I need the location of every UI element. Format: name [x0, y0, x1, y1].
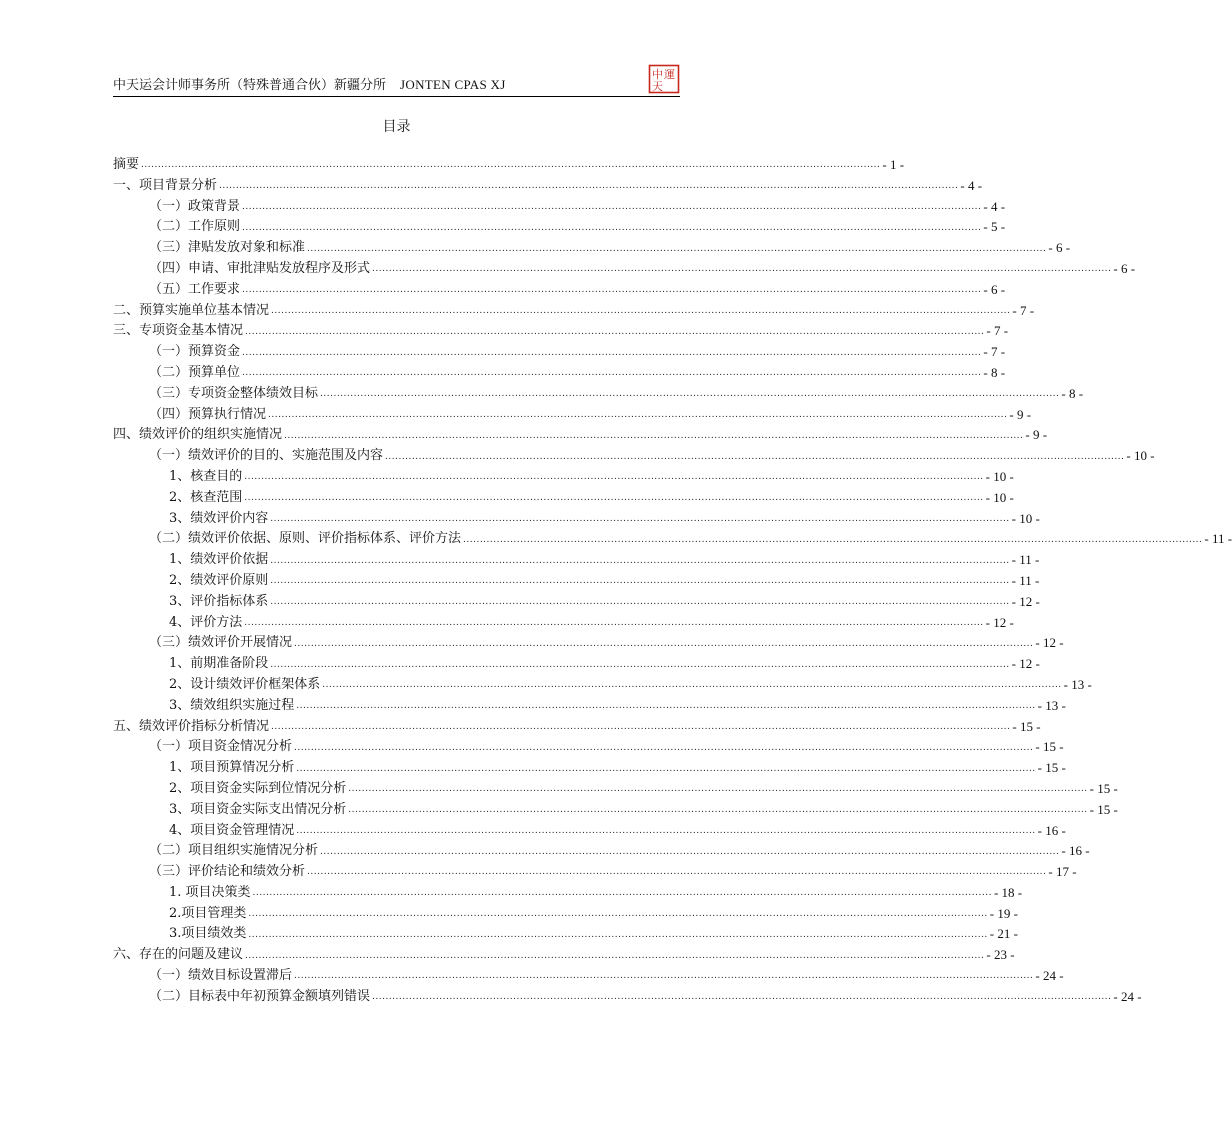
logo-char-1: 中: [652, 68, 663, 81]
toc-entry[interactable]: [113, 529, 1232, 550]
toc-entry-page-number: - 4 -: [983, 198, 1006, 214]
toc-entry[interactable]: [113, 633, 1064, 654]
toc-entry-label: （一）项目资金情况分析: [149, 739, 293, 755]
header-english-name: JONTEN CPAS XJ: [400, 77, 506, 92]
toc-entry-page-number: - 7 -: [983, 344, 1006, 360]
toc-entry-label: 3、绩效评价内容: [169, 510, 269, 526]
toc-entry-page-number: - 10 -: [1011, 510, 1040, 526]
toc-entry-label: 3、绩效组织实施过程: [169, 697, 295, 713]
toc-entry[interactable]: [113, 363, 1006, 384]
toc-dot-leader: ............................................................................................................................................................................................................................: [271, 721, 1011, 732]
toc-entry[interactable]: [113, 155, 905, 176]
toc-dot-leader: ............................................................................................................................................................................................................................: [284, 430, 1024, 441]
toc-dot-leader: ............................................................................................................................................................................................................................: [242, 368, 982, 379]
toc-entry[interactable]: [113, 384, 1084, 405]
toc-entry-label: 2、项目资金实际到位情况分析: [169, 780, 347, 796]
toc-entry-label: 1、核查目的: [169, 468, 243, 484]
toc-entry[interactable]: [113, 571, 1040, 592]
toc-entry-label: （三）专项资金整体绩效目标: [149, 385, 319, 401]
toc-dot-leader: ............................................................................................................................................................................................................................: [244, 472, 984, 483]
toc-entry[interactable]: [113, 425, 1048, 446]
page-header: [113, 72, 680, 98]
toc-dot-leader: ............................................................................................................................................................................................................................: [248, 929, 988, 940]
toc-dot-leader: ............................................................................................................................................................................................................................: [294, 971, 1034, 982]
toc-entry-label: 2、设计绩效评价框架体系: [169, 676, 321, 692]
toc-entry-label: （四）预算执行情况: [149, 406, 267, 422]
toc-entry-page-number: - 11 -: [1204, 531, 1232, 547]
toc-entry-page-number: - 15 -: [1037, 760, 1066, 776]
toc-dot-leader: ............................................................................................................................................................................................................................: [271, 305, 1011, 316]
logo-char-3: 天: [652, 80, 663, 93]
logo-char-2: 運: [664, 68, 675, 81]
toc-entry[interactable]: [113, 737, 1064, 758]
toc-dot-leader: ............................................................................................................................................................................................................................: [270, 597, 1010, 608]
toc-entry-page-number: - 6 -: [1048, 240, 1071, 256]
toc-dot-leader: ............................................................................................................................................................................................................................: [244, 617, 984, 628]
toc-entry[interactable]: [113, 259, 1136, 280]
toc-entry[interactable]: [113, 509, 1040, 530]
toc-entry-label: 四、绩效评价的组织实施情况: [113, 427, 283, 443]
toc-entry[interactable]: [113, 176, 983, 197]
toc-dot-leader: ............................................................................................................................................................................................................................: [322, 680, 1062, 691]
toc-entry-page-number: - 12 -: [1011, 656, 1040, 672]
toc-entry-page-number: - 7 -: [986, 323, 1009, 339]
toc-entry[interactable]: [113, 883, 1023, 904]
toc-entry-page-number: - 1 -: [882, 157, 905, 172]
toc-entry-page-number: - 4 -: [960, 177, 983, 193]
toc-dot-leader: ............................................................................................................................................................................................................................: [270, 576, 1010, 587]
toc-entry[interactable]: [113, 613, 1014, 634]
toc-dot-leader: ............................................................................................................................................................................................................................: [242, 285, 982, 296]
toc-entry-label: 4、评价方法: [169, 614, 243, 630]
toc-entry-page-number: - 12 -: [985, 614, 1014, 630]
toc-entry-label: （一）绩效评价的目的、实施范围及内容: [149, 448, 384, 464]
toc-entry[interactable]: [113, 862, 1077, 883]
toc-entry-page-number: - 15 -: [1035, 739, 1064, 755]
header-company-name: 中天运会计师事务所（特殊普通合伙）新疆分所: [113, 78, 387, 93]
toc-entry[interactable]: [113, 654, 1040, 675]
toc-entry[interactable]: [113, 675, 1092, 696]
toc-dot-leader: ............................................................................................................................................................................................................................: [320, 846, 1060, 857]
toc-entry-page-number: - 18 -: [993, 884, 1023, 900]
toc-entry-label: （三）绩效评价开展情况: [149, 635, 293, 651]
toc-entry-label: （三）津贴发放对象和标准: [149, 240, 306, 256]
toc-entry-page-number: - 17 -: [1048, 864, 1077, 880]
toc-entry-label: 六、存在的问题及建议: [113, 947, 244, 963]
company-logo: [648, 64, 680, 94]
toc-entry-page-number: - 12 -: [1035, 635, 1064, 651]
toc-entry-page-number: - 5 -: [983, 219, 1006, 235]
toc-entry-label: 1、绩效评价依据: [169, 552, 269, 568]
toc-entry-label: 一、项目背景分析: [113, 177, 218, 193]
toc-dot-leader: ............................................................................................................................................................................................................................: [245, 950, 985, 961]
toc-entry-label: 二、预算实施单位基本情况: [113, 302, 270, 318]
toc-entry-page-number: - 21 -: [989, 926, 1018, 942]
toc-dot-leader: ............................................................................................................................................................................................................................: [244, 493, 984, 504]
toc-dot-leader: ............................................................................................................................................................................................................................: [268, 409, 1008, 420]
toc-entry[interactable]: [113, 467, 1014, 488]
toc-dot-leader: ............................................................................................................................................................................................................................: [307, 243, 1047, 254]
toc-entry-page-number: - 11 -: [1011, 572, 1040, 588]
toc-entry-page-number: - 8 -: [983, 364, 1006, 380]
toc-entry-label: 1、前期准备阶段: [169, 656, 269, 672]
toc-entry-page-number: - 15 -: [1089, 801, 1118, 817]
toc-entry-label: （二）预算单位: [149, 364, 241, 380]
toc-entry[interactable]: [113, 488, 1014, 509]
toc-dot-leader: ............................................................................................................................................................................................................................: [372, 992, 1112, 1003]
toc-entry-label: 五、绩效评价指标分析情况: [113, 718, 270, 734]
toc-entry-label: 1. 项目决策类: [169, 884, 251, 900]
toc-entry-label: 摘要: [113, 157, 140, 172]
toc-dot-leader: ............................................................................................................................................................................................................................: [294, 742, 1034, 753]
toc-entry-page-number: - 10 -: [1126, 448, 1155, 464]
toc-entry-label: （四）申请、审批津贴发放程序及形式: [149, 260, 371, 276]
toc-dot-leader: ............................................................................................................................................................................................................................: [141, 160, 881, 171]
toc-entry-page-number: - 6 -: [1113, 260, 1136, 276]
toc-entry-page-number: - 13 -: [1037, 697, 1066, 713]
toc-entry-label: 3、评价指标体系: [169, 593, 269, 609]
toc-dot-leader: ............................................................................................................................................................................................................................: [463, 534, 1203, 545]
toc-entry[interactable]: [113, 301, 1035, 322]
toc-entry-page-number: - 6 -: [983, 281, 1006, 297]
toc-entry-label: （一）预算资金: [149, 344, 241, 360]
toc-entry[interactable]: [113, 779, 1118, 800]
toc-entry-label: （二）目标表中年初预算金额填列错误: [149, 988, 371, 1004]
toc-entry[interactable]: [113, 696, 1066, 717]
toc-entry[interactable]: [113, 446, 1155, 467]
toc-entry-page-number: - 23 -: [986, 947, 1015, 963]
toc-entry-page-number: - 9 -: [1025, 427, 1048, 443]
toc-entry-page-number: - 15 -: [1089, 780, 1118, 796]
toc-dot-leader: ............................................................................................................................................................................................................................: [296, 701, 1036, 712]
toc-entry[interactable]: [113, 238, 1071, 259]
toc-dot-leader: ............................................................................................................................................................................................................................: [320, 389, 1060, 400]
toc-entry-label: （二）工作原则: [149, 219, 241, 235]
toc-entry-label: 2、绩效评价原则: [169, 572, 269, 588]
toc-entry[interactable]: [113, 821, 1066, 842]
toc-dot-leader: ............................................................................................................................................................................................................................: [242, 201, 982, 212]
toc-dot-leader: ............................................................................................................................................................................................................................: [270, 513, 1010, 524]
toc-entry-page-number: - 12 -: [1011, 593, 1040, 609]
toc-entry-label: 2、核查范围: [169, 489, 243, 505]
toc-dot-leader: ............................................................................................................................................................................................................................: [219, 181, 959, 192]
toc-dot-leader: ............................................................................................................................................................................................................................: [385, 451, 1125, 462]
toc-entry[interactable]: [113, 758, 1066, 779]
toc-entry[interactable]: [113, 966, 1064, 987]
toc-entry-page-number: - 19 -: [989, 905, 1018, 921]
toc-entry[interactable]: [113, 800, 1118, 821]
toc-dot-leader: ............................................................................................................................................................................................................................: [270, 659, 1010, 670]
toc-entry-label: （二）项目组织实施情况分析: [149, 843, 319, 859]
toc-dot-leader: ............................................................................................................................................................................................................................: [296, 825, 1036, 836]
table-of-contents: [113, 155, 1232, 1008]
toc-entry-page-number: - 16 -: [1061, 843, 1090, 859]
toc-dot-leader: ............................................................................................................................................................................................................................: [245, 326, 985, 337]
toc-entry-page-number: - 11 -: [1011, 552, 1040, 568]
toc-dot-leader: ............................................................................................................................................................................................................................: [348, 805, 1088, 816]
toc-dot-leader: ............................................................................................................................................................................................................................: [294, 638, 1034, 649]
header-divider: [113, 96, 680, 97]
toc-title: 目录: [382, 119, 411, 135]
toc-entry[interactable]: [113, 217, 1006, 238]
toc-entry[interactable]: [113, 197, 1006, 218]
toc-entry-label: 三、专项资金基本情况: [113, 323, 244, 339]
toc-dot-leader: ............................................................................................................................................................................................................................: [242, 347, 982, 358]
toc-entry-page-number: - 10 -: [985, 489, 1014, 505]
toc-entry-label: 4、项目资金管理情况: [169, 822, 295, 838]
toc-entry[interactable]: [113, 841, 1090, 862]
toc-entry-label: （五）工作要求: [149, 281, 241, 297]
toc-entry[interactable]: [113, 280, 1006, 301]
toc-entry-page-number: - 13 -: [1063, 676, 1092, 692]
toc-entry[interactable]: [113, 717, 1041, 738]
toc-entry[interactable]: [113, 342, 1006, 363]
toc-dot-leader: ............................................................................................................................................................................................................................: [242, 222, 982, 233]
toc-entry-label: （一）绩效目标设置滞后: [149, 968, 293, 984]
toc-dot-leader: ............................................................................................................................................................................................................................: [252, 888, 992, 899]
toc-entry-page-number: - 10 -: [985, 468, 1014, 484]
toc-entry-page-number: - 15 -: [1012, 718, 1041, 734]
toc-entry[interactable]: [113, 987, 1142, 1008]
toc-dot-leader: ............................................................................................................................................................................................................................: [248, 909, 988, 920]
toc-entry[interactable]: [113, 321, 1009, 342]
toc-entry-label: 1、项目预算情况分析: [169, 760, 295, 776]
toc-entry-page-number: - 7 -: [1012, 302, 1035, 318]
toc-entry[interactable]: [113, 904, 1018, 925]
toc-entry[interactable]: [113, 550, 1040, 571]
toc-entry-label: （三）评价结论和绩效分析: [149, 864, 306, 880]
toc-entry-label: 3.项目绩效类: [169, 926, 247, 942]
toc-entry-label: 3、项目资金实际支出情况分析: [169, 801, 347, 817]
toc-entry-label: （一）政策背景: [149, 198, 241, 214]
toc-entry-label: （二）绩效评价依据、原则、评价指标体系、评价方法: [149, 531, 462, 547]
toc-entry[interactable]: [113, 924, 1018, 945]
toc-dot-leader: ............................................................................................................................................................................................................................: [348, 784, 1088, 795]
toc-dot-leader: ............................................................................................................................................................................................................................: [307, 867, 1047, 878]
toc-entry-page-number: - 8 -: [1061, 385, 1084, 401]
toc-dot-leader: ............................................................................................................................................................................................................................: [372, 264, 1112, 275]
toc-dot-leader: ............................................................................................................................................................................................................................: [270, 555, 1010, 566]
toc-entry[interactable]: [113, 405, 1032, 426]
toc-entry-page-number: - 16 -: [1037, 822, 1066, 838]
toc-entry[interactable]: [113, 945, 1015, 966]
toc-entry-page-number: - 9 -: [1009, 406, 1032, 422]
toc-entry[interactable]: [113, 592, 1040, 613]
toc-entry-page-number: - 24 -: [1113, 988, 1142, 1004]
toc-entry-label: 2.项目管理类: [169, 905, 247, 921]
toc-dot-leader: ............................................................................................................................................................................................................................: [296, 763, 1036, 774]
toc-entry-page-number: - 24 -: [1035, 968, 1064, 984]
